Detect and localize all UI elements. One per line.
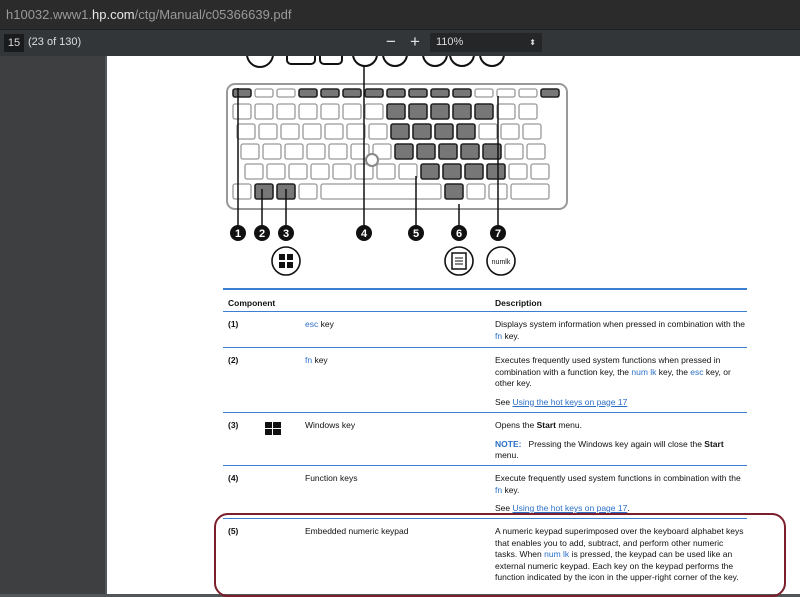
trackpoint (366, 154, 378, 166)
keyboard-key (519, 89, 537, 97)
keyboard-key (523, 124, 541, 139)
zoom-out-button[interactable]: − (386, 32, 396, 51)
keyboard-key (347, 124, 365, 139)
table-row (223, 413, 747, 466)
callout-label: 6 (455, 228, 463, 240)
row-description: A numeric keypad superimposed over the keyboard alphabet keys that enables you to add, subtract, and perform other numeric tasks. When num lk is pressed, the keypad can be used like an external numeric keypad. Each key on the keypad performs the function indicated by the icon in the upper-right corner of the key. (495, 526, 744, 582)
hot-keys-link[interactable]: Using the hot keys on page 17 (512, 396, 628, 407)
keyboard-key (439, 144, 457, 159)
numlk-label: numlk (491, 259, 511, 266)
table-header (223, 290, 747, 312)
keyboard-key (413, 124, 431, 139)
callout-markers (230, 225, 506, 241)
keyboard-key (299, 104, 317, 119)
keyboard-key (377, 164, 395, 179)
table-row (223, 466, 747, 519)
row-name: Windows key (305, 420, 356, 430)
callout-label: 1 (234, 228, 242, 240)
keyboard-key (255, 89, 273, 97)
viewer-background (0, 56, 105, 594)
row-number: (2) (228, 355, 239, 365)
keyboard-key (277, 104, 295, 119)
keyboard-key (399, 164, 417, 179)
pdf-toolbar (0, 30, 800, 56)
row-number: (3) (228, 420, 239, 430)
keyboard-key (333, 164, 351, 179)
keyboard-key (321, 104, 339, 119)
row-description: Displays system information when pressed in combination with the fn key. (495, 319, 745, 341)
keyboard-key (325, 124, 343, 139)
keyboard-key (395, 144, 413, 159)
row-number: (5) (228, 526, 239, 536)
keyboard-key (479, 124, 497, 139)
page-number-input[interactable]: 15 (4, 34, 24, 52)
keyboard-key (299, 184, 317, 199)
keyboard-key (505, 144, 523, 159)
keyboard-key (453, 89, 471, 97)
url-host: hp.com (92, 7, 135, 22)
highlight-annotation (214, 513, 786, 597)
callout-label: 2 (258, 228, 266, 240)
keyboard-key (445, 184, 463, 199)
row-name: esc key (305, 319, 334, 329)
callout-label: 7 (494, 228, 502, 240)
keyboard-key (245, 164, 263, 179)
keyboard-key (417, 144, 435, 159)
url-text[interactable] (6, 7, 291, 22)
keyboard-key (267, 164, 285, 179)
keyboard-key (511, 184, 549, 199)
row-name: fn key (305, 355, 328, 365)
keyboard-key (307, 144, 325, 159)
keyboard-key (277, 89, 295, 97)
keyboard-key (497, 104, 515, 119)
keyboard-key (475, 104, 493, 119)
keyboard-key (365, 104, 383, 119)
menu-key-icon (445, 247, 473, 275)
keyboard-key (527, 144, 545, 159)
numlk-key-icon (487, 247, 515, 275)
header-component: Component (228, 298, 276, 308)
keyboard-key (289, 164, 307, 179)
windows-logo-icon (272, 247, 300, 275)
table-row (223, 312, 747, 348)
keyboard-key (519, 104, 537, 119)
keyboard-key (509, 164, 527, 179)
keyboard-key (465, 164, 483, 179)
keyboard-key (255, 104, 273, 119)
keyboard-key (487, 164, 505, 179)
keyboard-key (303, 124, 321, 139)
keyboard-key (541, 89, 559, 97)
keyboard-key (457, 124, 475, 139)
keyboard-key (431, 89, 449, 97)
keyboard-key (461, 144, 479, 159)
keyboard-key (343, 89, 361, 97)
keyboard-key (409, 89, 427, 97)
callout-label: 4 (360, 228, 368, 240)
row-description: Executes frequently used system functions when pressed in combination with a function key, the num lk key, the esc key, or other key. See Using the hot keys on page 17 (495, 355, 731, 407)
row-name: Function keys (305, 473, 358, 483)
address-bar[interactable] (0, 0, 800, 30)
hot-keys-link[interactable]: Using the hot keys on page 17 (512, 503, 628, 513)
url-path: /ctg/Manual/c05366639.pdf (134, 7, 292, 22)
keyboard-key (501, 124, 519, 139)
keyboard-key (431, 104, 449, 119)
keyboard-key (255, 184, 273, 199)
callout-label: 5 (412, 228, 420, 240)
row-name: Embedded numeric keypad (305, 526, 409, 536)
keyboard-key (497, 89, 515, 97)
keyboard-key (391, 124, 409, 139)
keyboard-key (299, 89, 317, 97)
keyboard-key (387, 89, 405, 97)
row-description: Execute frequently used system functions in combination with the fn key. See Using the hot keys on page 17. (495, 473, 741, 513)
keyboard-key (343, 104, 361, 119)
zoom-select[interactable] (430, 33, 542, 52)
keyboard-figure (107, 56, 800, 286)
keyboard-key (233, 89, 251, 97)
keyboard-key (369, 124, 387, 139)
keyboard-key (233, 104, 251, 119)
keyboard-key (259, 124, 277, 139)
keyboard-key (263, 144, 281, 159)
zoom-in-button[interactable]: + (410, 32, 420, 51)
keyboard-key (365, 89, 383, 97)
row-number: (1) (228, 319, 239, 329)
keyboard-key (311, 164, 329, 179)
keyboard-key (443, 164, 461, 179)
row-description: Opens the Start menu. NOTE: Pressing the Windows key again will close the Start menu. (495, 420, 724, 460)
keyboard-key (531, 164, 549, 179)
windows-key-icon (265, 422, 281, 436)
keyboard-key (453, 104, 471, 119)
table-row (223, 348, 747, 413)
page-count: (23 of 130) (28, 36, 82, 48)
keyboard-key (233, 184, 251, 199)
keyboard-key (237, 124, 255, 139)
url-prefix: h10032.www1. (6, 7, 92, 22)
keyboard-key (475, 89, 493, 97)
keyboard-key (329, 144, 347, 159)
keyboard-key (285, 144, 303, 159)
keyboard-key (321, 184, 441, 199)
keyboard-key (421, 164, 439, 179)
zoom-level: 110% (436, 36, 464, 48)
chevron-updown-icon: ⬍ (529, 38, 536, 47)
top-icon-row (247, 56, 504, 67)
header-description: Description (495, 298, 542, 308)
keyboard-key (387, 104, 405, 119)
keyboard-key (467, 184, 485, 199)
keyboard-key (321, 89, 339, 97)
keyboard-key (435, 124, 453, 139)
callout-label: 3 (282, 228, 290, 240)
keyboard-key (281, 124, 299, 139)
keyboard-key (409, 104, 427, 119)
keyboard-key (241, 144, 259, 159)
row-number: (4) (228, 473, 239, 483)
